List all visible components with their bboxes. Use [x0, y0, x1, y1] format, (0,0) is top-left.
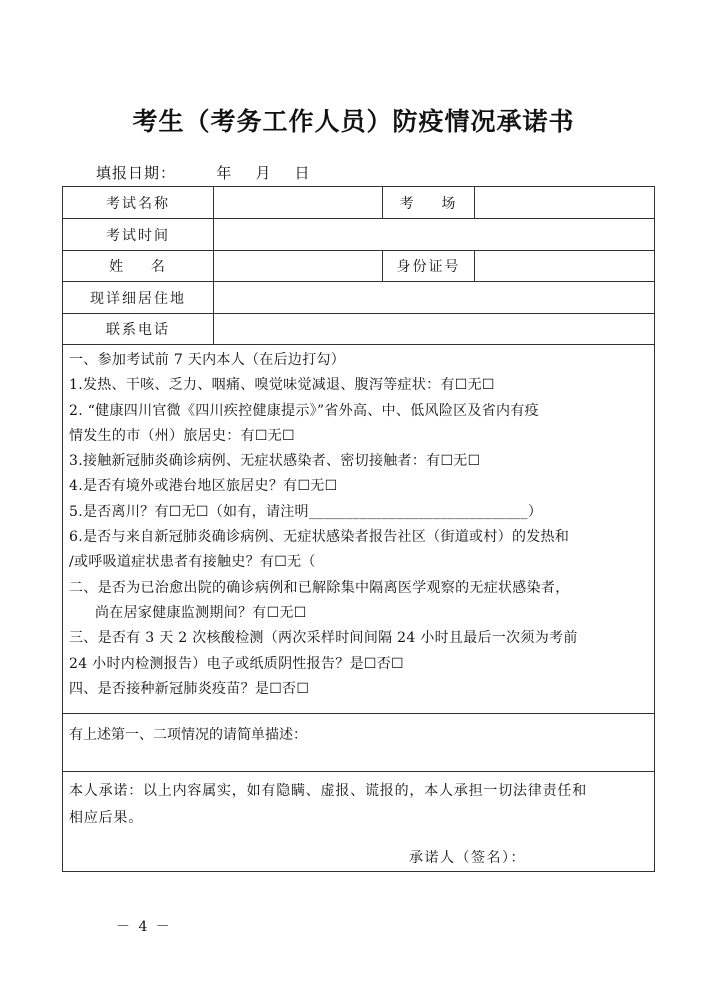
document-title: 考生（考务工作人员）防疫情况承诺书	[132, 107, 575, 136]
address-label: 现详细居住地	[63, 282, 214, 314]
question-line[interactable]: 四、是否接种新冠肺炎疫苗？是☐否☐	[69, 680, 310, 697]
exam-time-label: 考试时间	[63, 219, 214, 251]
page-number: － 4 －	[116, 919, 172, 935]
question-line: 一、参加考试前 7 天内本人（在后边打勾）	[69, 352, 346, 368]
row-phone	[63, 314, 655, 345]
promise-text-line1: 本人承诺：以上内容属实，如有隐瞒、虚报、谎报的，本人承担一切法律责任和	[69, 783, 587, 799]
fill-date-line: 填报日期： 年 月 日	[96, 164, 311, 182]
name-label: 姓 名	[63, 251, 214, 282]
row-description	[63, 714, 655, 772]
question-line[interactable]: 情发生的市（州）旅居史：有☐无☐	[69, 427, 295, 444]
question-line[interactable]: 3.接触新冠肺炎确诊病例、无症状感染者、密切接触者：有☐无☐	[69, 453, 481, 470]
question-line: 2. “健康四川官微《四川疾控健康提示》”省外高、中、低风险区及省内有疫	[69, 402, 539, 419]
signature-label[interactable]: 承诺人（签名）：	[409, 850, 526, 866]
id-number-label: 身份证号	[383, 251, 475, 282]
exam-site-field[interactable]	[475, 187, 655, 219]
description-cell[interactable]	[63, 714, 655, 772]
description-prompt: 有上述第一、二项情况的请简单描述：	[69, 727, 307, 743]
commitment-form-table	[62, 186, 655, 872]
id-number-field[interactable]	[475, 251, 655, 282]
exam-time-field[interactable]	[214, 219, 655, 251]
row-address	[63, 282, 655, 314]
question-line[interactable]: 1.发热、干咳、乏力、咽痛、嗅觉味觉减退、腹泻等症状：有☐无☐	[69, 377, 495, 394]
question-line[interactable]: 24 小时内检测报告）电子或纸质阴性报告？是☐否☐	[69, 655, 404, 672]
address-field[interactable]	[214, 282, 655, 314]
promise-text-line2: 相应后果。	[69, 810, 143, 826]
question-line: 二、是否为已治愈出院的确诊病例和已解除集中隔离医学观察的无症状感染者，	[69, 579, 570, 596]
row-questions	[63, 345, 655, 714]
exam-site-label: 考 场	[383, 187, 475, 219]
exam-name-field[interactable]	[214, 187, 383, 219]
phone-label: 联系电话	[63, 314, 214, 345]
row-exam-name	[63, 187, 655, 219]
question-line[interactable]: 4.是否有境外或港台地区旅居史？有☐无☐	[69, 478, 338, 495]
question-line: 6.是否与来自新冠肺炎确诊病例、无症状感染者报告社区（街道或村）的发热和	[69, 529, 570, 546]
question-line[interactable]: /或呼吸道症状患者有接触史？有☐无（	[69, 554, 316, 571]
question-line: 三、是否有 3 天 2 次核酸检测（两次采样时间间隔 24 小时且最后一次须为考前	[69, 630, 578, 647]
questions-cell	[63, 345, 655, 714]
row-exam-time	[63, 219, 655, 251]
phone-field[interactable]	[214, 314, 655, 345]
question-line[interactable]: 尚在居家健康监测期间？有☐无☐	[95, 604, 307, 621]
question-line[interactable]: 5.是否离川？有☐无☐（如有，请注明______________________________）	[69, 503, 543, 520]
promise-cell	[63, 772, 655, 872]
row-name	[63, 251, 655, 282]
row-promise	[63, 772, 655, 872]
name-field[interactable]	[214, 251, 383, 282]
exam-name-label: 考试名称	[63, 187, 214, 219]
